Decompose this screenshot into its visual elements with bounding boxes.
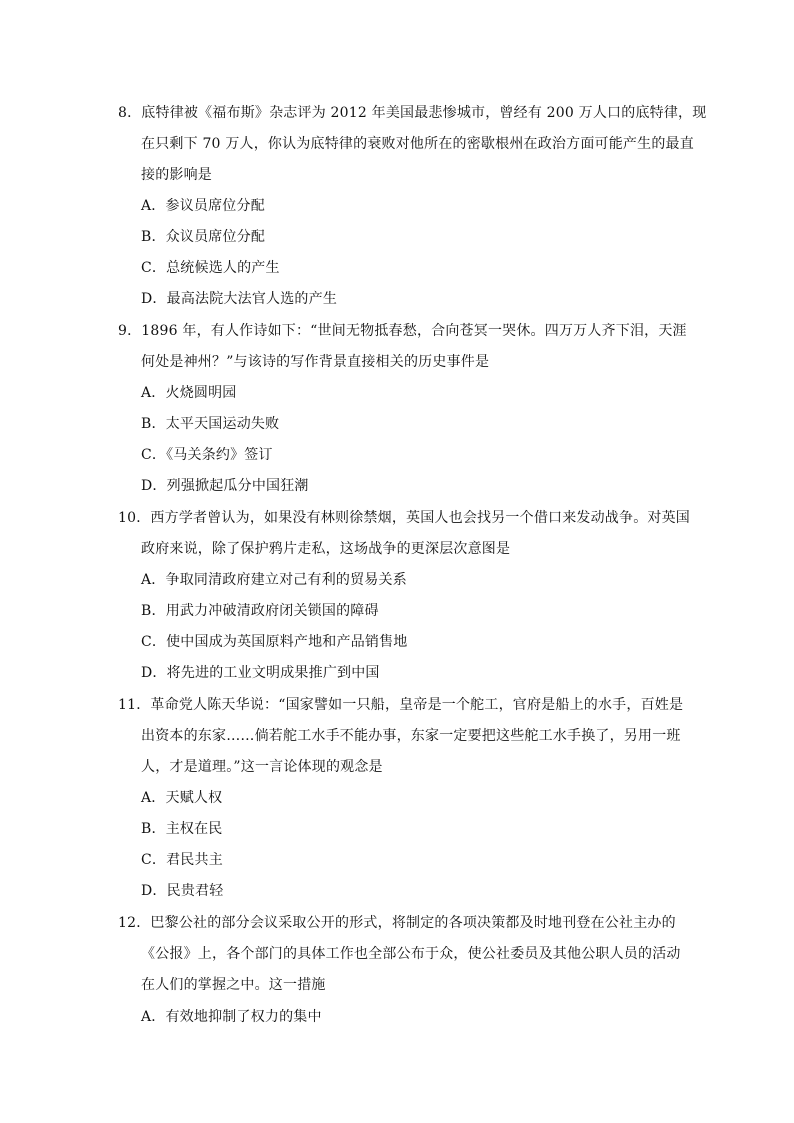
question-11-option-c: C．君民共主 (141, 852, 223, 868)
question-11-option-d: D．民贵君轻 (141, 883, 224, 899)
question-10-option-a: A．争取同清政府建立对己有利的贸易关系 (141, 572, 407, 588)
question-9-option-a: A．火烧圆明园 (141, 385, 237, 401)
question-8-stem-line-2: 在只剩下 70 万人，你认为底特律的衰败对他所在的密歇根州在政治方面可能产生的最直 (141, 136, 694, 152)
question-8-option-b: B．众议员席位分配 (141, 229, 266, 245)
question-12-stem-line-1: 12．巴黎公社的部分会议采取公开的形式，将制定的各项决策都及时地刊登在公社主办的 (118, 915, 676, 931)
question-9-option-c: C．《马关条约》签订 (141, 447, 273, 463)
question-9-stem-line-1: 9．1896 年，有人作诗如下：“世间无物抵春愁，合向苍冥一哭休。四万万人齐下泪，天涯 (118, 323, 687, 339)
question-12-option-a: A．有效地抑制了权力的集中 (141, 1009, 322, 1025)
question-8-stem-line-1: 8．底特律被《福布斯》杂志评为 2012 年美国最悲惨城市，曾经有 200 万人口的底特律，现 (118, 105, 707, 121)
question-11-option-b: B．主权在民 (141, 821, 223, 837)
question-10-stem-line-2: 政府来说，除了保护鸦片走私，这场战争的更深层次意图是 (141, 541, 511, 557)
question-9-stem-line-2: 何处是神州？”与该诗的写作背景直接相关的历史事件是 (141, 354, 490, 370)
question-10-option-c: C．使中国成为英国原料产地和产品销售地 (141, 634, 408, 650)
question-8-option-d: D．最高法院大法官人选的产生 (141, 291, 338, 307)
question-10-stem-line-1: 10．西方学者曾认为，如果没有林则徐禁烟，英国人也会找另一个借口来发动战争。对英国 (118, 510, 691, 526)
question-12-stem-line-3: 在人们的掌握之中。这一措施 (141, 977, 326, 993)
question-8-stem-line-3: 接的影响是 (141, 167, 212, 183)
question-10-option-d: D．将先进的工业文明成果推广到中国 (141, 665, 380, 681)
question-8-option-a: A．参议员席位分配 (141, 198, 265, 214)
question-12-stem-line-2: 《公报》上，各个部门的具体工作也全部公布于众，使公社委员及其他公职人员的活动 (141, 946, 681, 962)
question-11-stem-line-2: 出资本的东家……倘若舵工水手不能办事，东家一定要把这些舵工水手换了，另用一班 (141, 728, 681, 744)
question-11-stem-line-1: 11．革命党人陈天华说：“国家譬如一只船，皇帝是一个舵工，官府是船上的水手，百姓是 (118, 697, 684, 713)
question-8-option-c: C．总统候选人的产生 (141, 260, 280, 276)
question-11-option-a: A．天赋人权 (141, 790, 223, 806)
question-10-option-b: B．用武力冲破清政府闭关锁国的障碍 (141, 603, 379, 619)
question-9-option-d: D．列强掀起瓜分中国狂潮 (141, 478, 309, 494)
question-9-option-b: B．太平天国运动失败 (141, 416, 280, 432)
question-11-stem-line-3: 人，才是道理。”这一言论体现的观念是 (141, 759, 383, 775)
